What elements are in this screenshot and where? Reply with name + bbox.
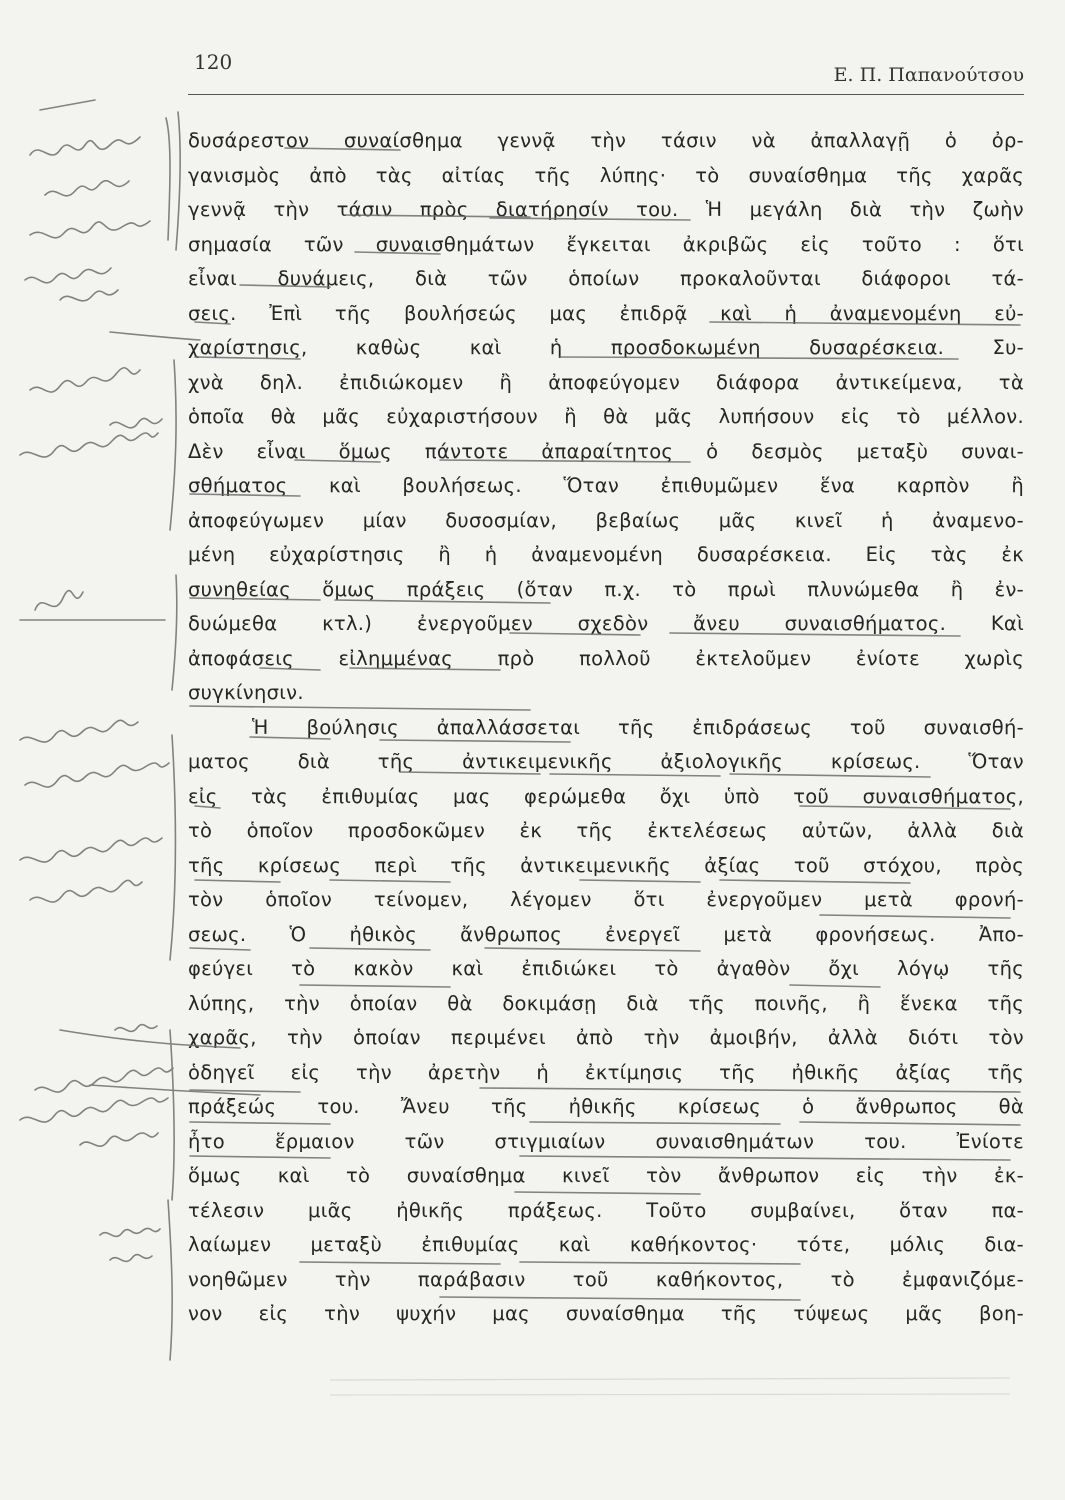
margin-bracket: [166, 118, 170, 240]
text-line: συγκίνησιν.: [188, 681, 304, 704]
text-line: σθήματος καὶ βουλήσεως. Ὅταν ἐπιθυμῶμεν ἕνα καρπὸν ἢ: [188, 474, 1024, 497]
text-line: μένη εὐχαρίστησις ἢ ἡ ἀναμενομένη δυσαρέσκεια. Εἰς τὰς ἐκ: [188, 543, 1024, 566]
text-line: ὁδηγεῖ εἰς τὴν ἀρετὴν ἡ ἐκτίμησις τῆς ἠθικῆς ἀξίας τῆς: [188, 1060, 1024, 1084]
text-line: εἰς τὰς ἐπιθυμίας μας φερώμεθα ὄχι ὑπὸ τοῦ συναισθήματος,: [188, 784, 1024, 808]
text-line: ὁποῖα θὰ μᾶς εὐχαριστήσουν ἢ θὰ μᾶς λυπήσουν εἰς τὸ μέλλον.: [188, 405, 1024, 428]
text-line: λαίωμεν μεταξὺ ἐπιθυμίας καὶ καθήκοντος· τότε, μόλις δια-: [188, 1233, 1024, 1256]
text-line: χαρᾶς, τὴν ὁποίαν περιμένει ἀπὸ τὴν ἀμοιβήν, ἀλλὰ διότι τὸν: [188, 1026, 1024, 1049]
text-line: ἦτο ἕρμαιον τῶν στιγμιαίων συναισθημάτων του. Ἐνίοτε: [188, 1129, 1024, 1153]
text-line: δυσάρεστον συναίσθημα γεννᾷ τὴν τάσιν νὰ ἀπαλλαγῇ ὁ ὀρ-: [188, 129, 1024, 152]
running-head: Ε. Π. Παπανούτσου: [833, 64, 1024, 86]
text-line: χνὰ δηλ. ἐπιδιώκομεν ἢ ἀποφεύγομεν διάφορα ἀντικείμενα, τὰ: [188, 370, 1024, 394]
text-line: ἀποφεύγωμεν μίαν δυσοσμίαν, βεβαίως μᾶς κινεῖ ἡ ἀναμενο-: [188, 508, 1024, 532]
text-line: σεως. Ὁ ἠθικὸς ἄνθρωπος ἐνεργεῖ μετὰ φρονήσεως. Ἀπο-: [188, 922, 1024, 946]
text-line: ἀποφάσεις εἰλημμένας πρὸ πολλοῦ ἐκτελοῦμεν ἐνίοτε χωρὶς: [188, 646, 1024, 670]
body-text: [188, 124, 1024, 1332]
text-line: συνηθείας ὅμως πράξεις (ὅταν π.χ. τὸ πρωὶ πλυνώμεθα ἢ ἐν-: [188, 577, 1024, 601]
page-number: 120: [194, 50, 233, 74]
text-line: σεις. Ἐπὶ τῆς βουλήσεώς μας ἐπιδρᾷ καὶ ἡ ἀναμενομένη εὐ-: [188, 301, 1024, 325]
text-line: ὅμως καὶ τὸ συναίσθημα κινεῖ τὸν ἄνθρωπον εἰς τὴν ἐκ-: [188, 1164, 1024, 1187]
text-line: εἶναι δυνάμεις, διὰ τῶν ὁποίων προκαλοῦνται διάφοροι τά-: [188, 267, 1024, 290]
text-line: λύπης, τὴν ὁποίαν θὰ δοκιμάσῃ διὰ τῆς ποινῆς, ἢ ἕνεκα τῆς: [188, 991, 1024, 1015]
text-line: γεννᾷ τὴν τάσιν πρὸς διατήρησίν του. Ἡ μεγάλη διὰ τὴν ζωὴν: [188, 198, 1024, 221]
text-line: δυώμεθα κτλ.) ἐνεργοῦμεν σχεδὸν ἄνευ συναισθήματος. Καὶ: [188, 612, 1024, 635]
page-header: [188, 46, 1024, 90]
header-rule: [188, 94, 1024, 95]
text-line: νον εἰς τὴν ψυχήν μας συναίσθημα τῆς τύψεως μᾶς βοη-: [188, 1302, 1024, 1325]
text-line: τέλεσιν μιᾶς ἠθικῆς πράξεως. Τοῦτο συμβαίνει, ὅταν πα-: [188, 1198, 1024, 1222]
text-line: Δὲν εἶναι ὅμως πάντοτε ἀπαραίτητος ὁ δεσμὸς μεταξὺ συναι-: [188, 439, 1024, 463]
text-line: χαρίστησις, καθὼς καὶ ἡ προσδοκωμένη δυσαρέσκεια. Συ-: [188, 336, 1024, 359]
text-line: Ἡ βούλησις ἀπαλλάσσεται τῆς ἐπιδράσεως τοῦ συναισθή-: [252, 715, 1024, 739]
text-line: τῆς κρίσεως περὶ τῆς ἀντικειμενικῆς ἀξίας τοῦ στόχου, πρὸς: [188, 853, 1024, 877]
text-line: σημασία τῶν συναισθημάτων ἔγκειται ἀκριβῶς εἰς τοῦτο : ὅτι: [188, 232, 1024, 256]
text-line: πράξεώς του. Ἄνευ τῆς ἠθικῆς κρίσεως ὁ ἄνθρωπος θὰ: [188, 1095, 1024, 1118]
text-line: γανισμὸς ἀπὸ τὰς αἰτίας τῆς λύπης· τὸ συναίσθημα τῆς χαρᾶς: [188, 163, 1024, 187]
text-line: φεύγει τὸ κακὸν καὶ ἐπιδιώκει τὸ ἀγαθὸν ὄχι λόγῳ τῆς: [188, 957, 1024, 980]
text-line: ματος διὰ τῆς ἀντικειμενικῆς ἀξιολογικῆς κρίσεως. Ὅταν: [188, 750, 1024, 773]
text-line: νοηθῶμεν τὴν παράβασιν τοῦ καθήκοντος, τὸ ἐμφανιζόμε-: [188, 1267, 1024, 1291]
text-line: τὸ ὁποῖον προσδοκῶμεν ἐκ τῆς ἐκτελέσεως αὐτῶν, ἀλλὰ διὰ: [188, 819, 1024, 842]
text-line: τὸν ὁποῖον τείνομεν, λέγομεν ὅτι ἐνεργοῦμεν μετὰ φρονή-: [188, 888, 1024, 911]
